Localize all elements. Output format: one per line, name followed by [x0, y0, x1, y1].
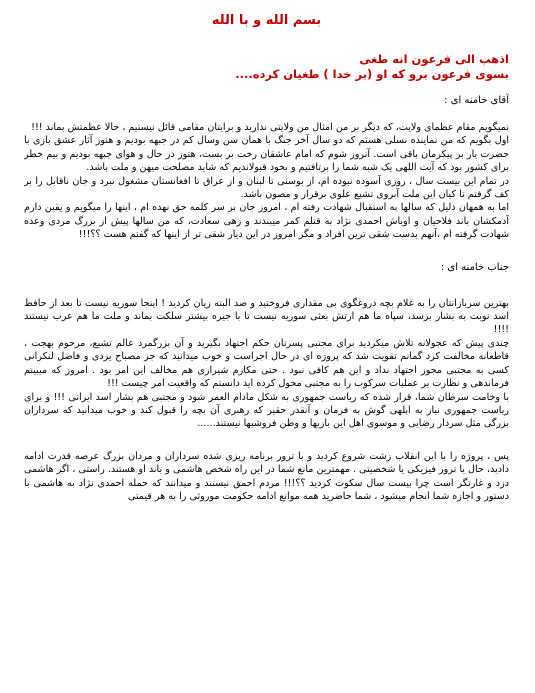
- paragraph: اول بگویم که من نماینده نسلی هستم که دو سال آخر جنگ با همان سن وسال کم در جبهه بودیم و هنوز آثار عشق بازی با حضرت یار بر پیکرمان باقی است. آنروز شوم که امام عاشقان رخت بر بست، هنوز در حال و هوای جبهه بودیم و بیم خطر برای کشور بود که آیت اللهی یک شبه شما را برتافتیم و بخود قبولاندیم که شاید مصلحت میهن و ملت باشد.: [24, 135, 509, 174]
- paragraph: در تمام این بیست سال ، روزی آسوده نبوده ام، از بوسنی تا لبنان و از عراق تا افغانستان مشغول نبرد و جان ناقابل را بر کف گرفتم تا کیان این ملت آبروی تشیع علوی برقرار و مصون باشد.: [24, 175, 509, 201]
- letter-body: [24, 12, 509, 693]
- paragraph: نمیگویم مقام عظمای ولایت، که دیگر بر من امثال من ولایتی ندارید و برایتان مقامی قائل نیستیم ، حالا عظمتش بماند !!!: [31, 122, 509, 133]
- paragraph: چندی پیش که عجولانه تلاش میکردید برای مجتبی پسرتان حکم اجتهاد بگیرید و آن بزرگمرد عالم تشیع، مرحوم بهجت ، قاطعانه مخالفت کرد گمانم تقویت شد که پروژه ای در حال اجراست و خوب میدانید که جز مصباح یزدی و فاضل لنکرانی کسی به مجتبی مجوز اجتهاد نداد و این هم کافی نبود . حتی مکارم شیرازی هم مخالف این امر بود . امروز که میبینم فرماندهی و نظارت بر عملیات سرکوب را به مجتبی محول کرده اید دانستم که واقعیت امر چیست !!!: [24, 337, 509, 390]
- epigraph-line-arabic: اذهب الی فرعون انه طغی: [359, 52, 509, 66]
- paragraph: بهترین سربازانتان را به غلام بچه دروغگوی بی مقداری فروختید و صد البته زیان کردید ! اینجا سوریه نیست تا بعد از حافظ اسد نوبت به بشار برسد، سپاه ما هم ارتش بعثی سوریه نیست تا با جیره بیشتر سلکت بماند و ملت ما هم عرب نیستند !!!!: [24, 297, 509, 336]
- paragraph: اما به همهان دلیل که سالها به استقبال شهادت رفته ام ، امروز جان بر سر کلمه حق نهده ام ، اینها را میگویم و یقین دارم آدمکشان باند فلاحیان و اوباش احمدی نژاد به قتلم کمر میبندند و زهی سعادت، که من سالها پیش از بزرگ مردی وعده شهادت گرفته ام ،آنهم بدست شقی ترین افراد و مگر امروز در این دیار شقی تر از اینها که گفتم هست ؟؟!!!: [24, 202, 509, 241]
- paragraph: پس ، پروژه را با این انقلاب زشت شروع کردید و با ترور برنامه ریزی شده سرداران و مردان بزرگ عرصه قدرت ادامه دادید، حال یا ترور فیزیکی یا شخصیتی . مهمترین مانع شما در این راه شخص هاشمی و باند او هستند. راستی ، اگر هاشمی دزد و غارتگر است چرا بیست سال سکوت کردید ؟؟!!! مردم احمق نیستند و میدانند که حمله احمدی نژاد به هاشمی با دستور و اجازه شما انجام میشود ، شما حاضرید همه موانع ادامه حکومت موروثی را به هر قیمتی: [24, 450, 509, 502]
- bismillah-heading: بسم الله و با الله: [211, 13, 322, 28]
- salutation-second: جناب خامنه ای :: [440, 261, 509, 273]
- paragraph: با وخامت سرطان شما، قرار شده که ریاست جمهوری به شکل مادام العمر شود و مجتبی هم بشار اسد ایرانی !!! و برای ریاست جمهوری نیاز به ابلهی گوش به فرمان و آنقدر حقیر که رهبری آن بچه را قبول کند و خوب میدانید که سرداران بزرگی مثل سردار رضایی و موسوی اهل این بازیها و وطن فروشیها نیستند......: [24, 391, 509, 430]
- salutation-first: آقای خامنه ای :: [444, 95, 509, 106]
- epigraph-line-persian: بسوی فرعون برو که او (بر خدا ) طغیان کرده....: [235, 67, 509, 81]
